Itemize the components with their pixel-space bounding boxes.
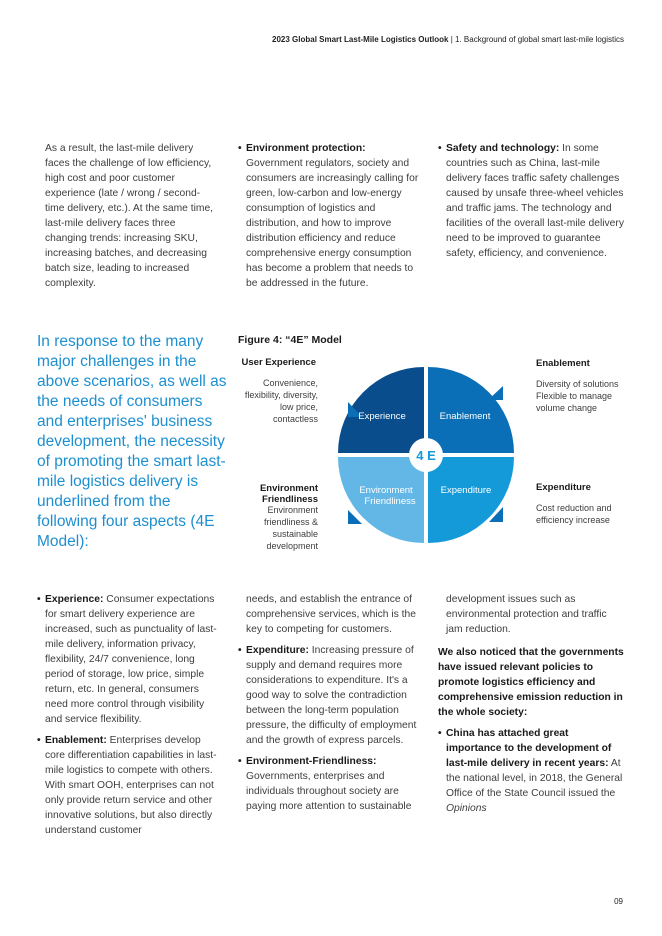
bullet-text: In some countries such as China, last-mile delivery faces traffic safety challenges caused by unsafe three-wheel vehicles and traffic jams. The technology and facilities of the overall last-mile delivery need to be improved to guarantee safety, efficiency, and convenience. xyxy=(446,143,624,259)
environment-protection-block xyxy=(238,141,424,297)
quadrant-expenditure xyxy=(428,457,514,543)
quadrant-label-expenditure: Expenditure xyxy=(440,485,492,496)
label-enablement: Enablement xyxy=(536,358,590,369)
desc-expenditure: Cost reduction and efficiency increase xyxy=(536,503,612,525)
bullet-lead: Enablement: xyxy=(45,735,107,746)
bottom-column-3 xyxy=(438,592,624,822)
bullet-text: Enterprises develop core differentiation capabilities in last-mile logistics to compete with others. With smart OOH, enterprises can not only provide return service and other innovative solutions, but also directly understand customer xyxy=(45,735,217,836)
bottom-column-1 xyxy=(37,592,223,844)
italic-document-title: Opinions xyxy=(446,803,487,814)
bullet-china-policy xyxy=(438,726,624,816)
quadrant-label-experience: Experience xyxy=(358,411,406,422)
desc-user-experience: Convenience, flexibility, diversity, low price, contactless xyxy=(244,378,318,424)
bullet-lead: Experience: xyxy=(45,594,104,605)
center-label: 4 E xyxy=(416,448,436,463)
report-title: 2023 Global Smart Last-Mile Logistics Outlook xyxy=(272,35,449,44)
label-user-experience: User Experience xyxy=(241,357,316,368)
bullet-lead: Environment-Friendliness: xyxy=(246,756,377,767)
bullet-text: At the national level, in 2018, the General Office of the State Council issued the xyxy=(446,758,623,799)
bullet-text: Government regulators, society and consumers are increasingly calling for green, low-carbon and low-energy consumption of logistics and distribution, and how to improve distribution efficiency and reduce comprehensive energy consumption has become a problem that needs to be addressed in the future. xyxy=(246,158,419,289)
label-expenditure: Expenditure xyxy=(536,482,591,493)
bullet-lead: Expenditure: xyxy=(246,645,309,656)
bullet-lead: Environment protection: xyxy=(246,143,366,154)
quadrant-label-environment-line1: Environment xyxy=(359,485,413,496)
bullet-text: Governments, enterprises and individuals throughout society are paying more attention to sustainable xyxy=(246,771,412,812)
bullet-environment-friendliness xyxy=(238,754,424,814)
quadrant-label-environment-line2: Friendliness xyxy=(364,496,416,507)
bullet-environment-protection xyxy=(238,141,424,291)
policy-intro: We also noticed that the governments have issued relevant policies to promote logistics efficiency and comprehensive emission reduction in the whole society: xyxy=(438,647,624,718)
running-header xyxy=(272,35,624,44)
header-separator: | xyxy=(448,35,456,44)
label-line: Environment xyxy=(259,483,318,494)
bullet-safety-technology xyxy=(438,141,628,261)
bullet-lead: Safety and technology: xyxy=(446,143,560,154)
continued-paragraph: needs, and establish the entrance of comprehensive services, which is the key to competing for customers. xyxy=(246,594,416,635)
label-line: Friendliness xyxy=(262,494,318,505)
safety-technology-block xyxy=(438,141,628,267)
page-number: 09 xyxy=(614,897,623,906)
bullet-experience xyxy=(37,592,223,727)
figure-title: Figure 4: “4E” Model xyxy=(238,334,342,346)
quadrant-label-enablement: Enablement xyxy=(439,411,491,422)
pull-quote: In response to the many major challenges in the above scenarios, as well as the needs of consumers and enterprises' business development, the necessity of promoting the smart last-mile logistics delivery is underlined from the following four aspects (4E Model): xyxy=(37,333,227,550)
bullet-expenditure xyxy=(238,643,424,748)
section-title: 1. Background of global smart last-mile logistics xyxy=(455,35,624,44)
bottom-column-2 xyxy=(238,592,424,820)
continued-paragraph: development issues such as environmental protection and traffic jam reduction. xyxy=(446,594,607,635)
bullet-enablement xyxy=(37,733,223,838)
desc-enablement: Diversity of solutions Flexible to manage volume change xyxy=(536,379,619,413)
bullet-lead: China has attached great importance to the development of last-mile delivery in recent years: xyxy=(446,728,612,769)
bullet-text: Increasing pressure of supply and demand requires more considerations to expenditure. It's a good way to solve the contradiction between the long-term population pressure, the difficulty of employment and the growth of express parcels. xyxy=(246,645,417,746)
quadrant-enablement xyxy=(428,367,514,453)
desc-environment-friendliness: Environment friendliness & sustainable development xyxy=(263,505,318,551)
intro-paragraph: As a result, the last-mile delivery faces the challenge of low efficiency, high cost and poor customer experience (late / wrong / second-time delivery, etc.). At the same time, last-mile delivery faces three changing trends: increasing SKU, increasing batches, and decreasing batch size, leading to increased complexity. xyxy=(45,143,214,289)
4e-model-diagram xyxy=(328,357,524,553)
bullet-text: Consumer expectations for smart delivery experience are increased, such as punctuality of last-mile delivery, information privacy, flexibility, 24/7 convenience, long period of storage, low price, simple return, etc. In general, consumers need more control through visibility and service flexibility. xyxy=(45,594,217,725)
label-environment-friendliness xyxy=(236,483,318,505)
